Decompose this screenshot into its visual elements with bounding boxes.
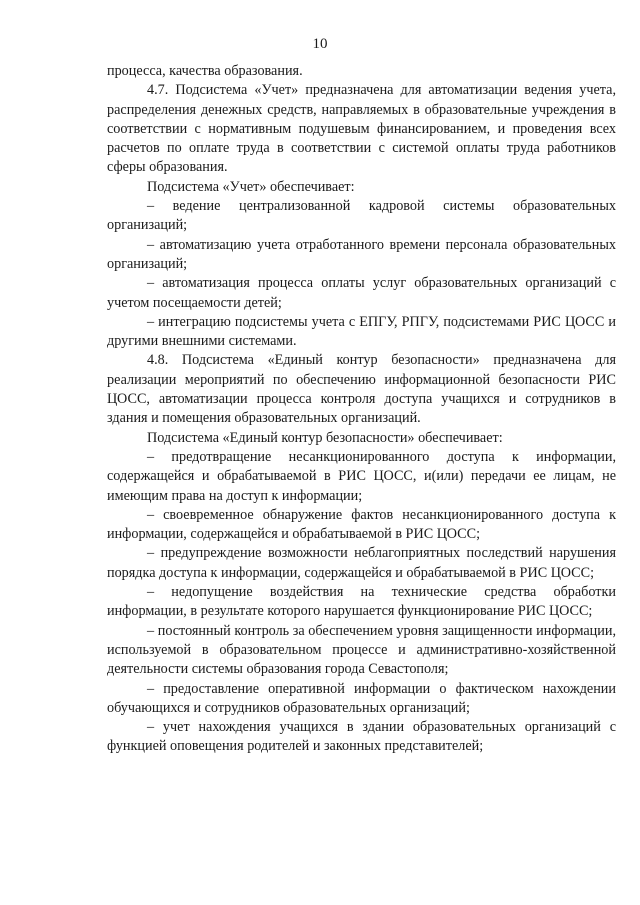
paragraph: – интеграцию подсистемы учета с ЕПГУ, РПГУ, подсистемами РИС ЦОСС и другими внешними системами.: [107, 313, 616, 350]
paragraph: 4.7. Подсистема «Учет» предназначена для автоматизации ведения учета, распределения денежных средств, направляемых в образовательные учреждения в соответствии с нормативным подушевым финансированием, и проведения всех расчетов по оплате труда в соответствии с системой оплаты труда работников сферы образования.: [107, 82, 616, 176]
page-number: 10: [312, 36, 328, 52]
paragraph: 4.8. Подсистема «Единый контур безопасности» предназначена для реализации мероприятий по обеспечению информационной безопасности РИС ЦОСС, автоматизации процесса контроля доступа учащихся и сотрудников в здания и помещения образовательных организаций.: [107, 352, 616, 427]
paragraph: – предоставление оперативной информации о фактическом нахождении обучающихся и сотрудников образовательных организаций;: [107, 680, 616, 716]
paragraph: – своевременное обнаружение фактов несанкционированного доступа к информации, содержащейся и обрабатываемой в РИС ЦОСС;: [107, 506, 616, 543]
paragraph: Подсистема «Единый контур безопасности» обеспечивает:: [147, 429, 503, 446]
paragraph: процесса, качества образования.: [107, 63, 303, 79]
paragraph: – постоянный контроль за обеспечением уровня защищенности информации, используемой в образовательном процессе и административно-хозяйственной деятельности системы образования города Севастополя;: [107, 622, 616, 678]
paragraph: – предотвращение несанкционированного доступа к информации, содержащейся и обрабатываемой в РИС ЦОСС, и(или) передачи ее лицам, не имеющим права на доступ к информации;: [107, 448, 616, 504]
paragraph: – учет нахождения учащихся в здании образовательных организаций с функцией оповещения родителей и законных представителей;: [107, 719, 616, 755]
paragraph: – недопущение воздействия на технические средства обработки информации, в результате которого нарушается функционирование РИС ЦОСС;: [107, 584, 616, 620]
paragraph: – автоматизацию учета отработанного времени персонала образовательных организаций;: [107, 236, 616, 272]
paragraph: Подсистема «Учет» обеспечивает:: [147, 178, 355, 195]
document-body: [107, 62, 616, 757]
paragraph: – ведение централизованной кадровой системы образовательных организаций;: [107, 198, 616, 234]
paragraph: – предупреждение возможности неблагоприятных последствий нарушения порядка доступа к информации, содержащейся и обрабатываемой в РИС ЦОСС;: [107, 545, 616, 581]
paragraph: – автоматизация процесса оплаты услуг образовательных организаций с учетом посещаемости детей;: [107, 275, 616, 311]
